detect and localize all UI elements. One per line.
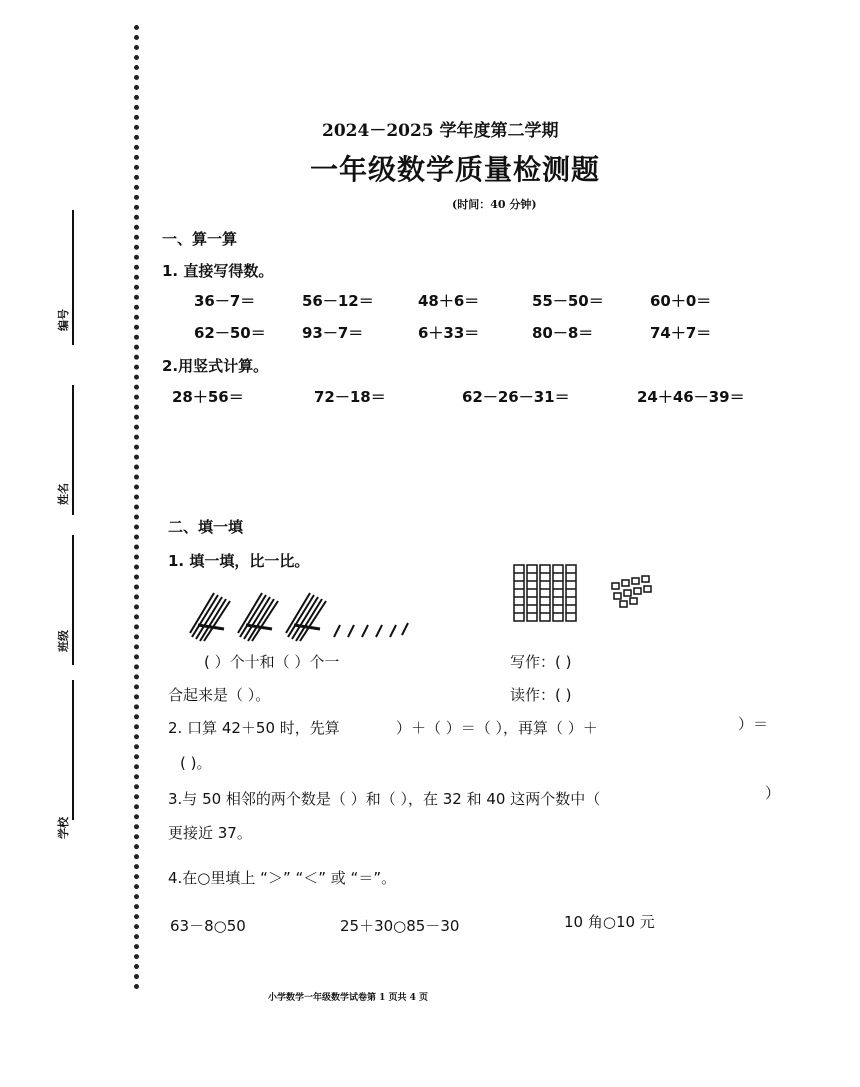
fill-q2-answer: ( )。: [180, 754, 212, 772]
binding-dotted-line: [134, 25, 139, 990]
vertical-calc-item: 24＋46－39＝: [637, 388, 745, 406]
oral-calc-item: 80－8＝: [532, 324, 594, 342]
name-field-line: [72, 385, 74, 515]
fill-q2-text-end: ）＝: [738, 715, 769, 733]
school-field-line: [72, 680, 74, 820]
oral-calc-item: 36－7＝: [194, 292, 256, 310]
fill-q3-text-cont: 更接近 37。: [168, 824, 252, 842]
fill-q2-text: 2. 口算 42＋50 时，先算: [168, 719, 340, 737]
time-note: (时间：40 分钟): [452, 198, 537, 211]
single-sticks-icon: [334, 623, 408, 637]
vertical-calc-item: 62－26－31＝: [462, 388, 570, 406]
read-as-prompt: 读作：( ): [510, 686, 572, 704]
class-field-line: [72, 535, 74, 665]
combined-prompt: 合起来是（ ）。: [168, 686, 271, 704]
oral-calc-item: 93－7＝: [302, 324, 364, 342]
base-ten-blocks-image: [512, 563, 664, 625]
oral-calc-item: 55－50＝: [532, 292, 604, 310]
number-label: 编号: [57, 309, 70, 331]
oral-calc-item: 60＋0＝: [650, 292, 712, 310]
vertical-calc-item: 72－18＝: [314, 388, 386, 406]
section2-heading: 二、填一填: [168, 518, 244, 536]
oral-calc-item: 74＋7＝: [650, 324, 712, 342]
fill-q3-text-end: ）: [765, 784, 781, 802]
fill-q2-text-cont: ）＋（ ）＝（ ），再算（ ）＋: [396, 719, 598, 737]
q1-title: 1. 直接写得数。: [162, 262, 274, 280]
school-label: 学校: [57, 817, 70, 839]
q2-title: 2.用竖式计算。: [162, 357, 269, 375]
fill-q3-text: 3.与 50 相邻的两个数是（ ）和（ ），在 32 和 40 这两个数中（: [168, 790, 601, 808]
fill-q4-title: 4.在○里填上 “＞” “＜” 或 “＝”。: [168, 869, 397, 887]
oral-calc-item: 56－12＝: [302, 292, 374, 310]
oral-calc-item: 48＋6＝: [418, 292, 480, 310]
stick-bundles-image: [188, 585, 418, 645]
compare-item: 63－8○50: [170, 917, 246, 935]
fill-q1-title: 1. 填一填，比一比。: [168, 552, 310, 570]
bundle-of-ten-icon: [286, 593, 326, 641]
tens-ones-prompt: ( ）个十和（ ）个一: [204, 653, 340, 671]
ten-rod-icon: [514, 565, 524, 621]
section1-heading: 一、算一算: [162, 230, 238, 248]
unit-cubes-icon: [612, 576, 651, 607]
year-line: 2024－2025 学年度第二学期: [322, 121, 559, 141]
ten-rod-icon: [566, 565, 576, 621]
ten-rod-icon: [540, 565, 550, 621]
name-label: 姓名: [57, 483, 70, 505]
ten-rod-icon: [553, 565, 563, 621]
bundle-of-ten-icon: [238, 593, 278, 641]
oral-calc-item: 62－50＝: [194, 324, 266, 342]
oral-calc-item: 6＋33＝: [418, 324, 480, 342]
page-footer: 小学数学一年级数学试卷第 1 页共 4 页: [268, 993, 429, 1003]
compare-item: 10 角○10 元: [564, 913, 655, 931]
page-title: 一年级数学质量检测题: [310, 153, 601, 186]
number-field-line: [72, 210, 74, 345]
write-as-prompt: 写作：( ): [510, 653, 572, 671]
compare-item: 25＋30○85－30: [340, 917, 460, 935]
ten-rod-icon: [527, 565, 537, 621]
class-label: 班级: [57, 630, 70, 652]
vertical-calc-item: 28＋56＝: [172, 388, 244, 406]
bundle-of-ten-icon: [190, 593, 230, 641]
